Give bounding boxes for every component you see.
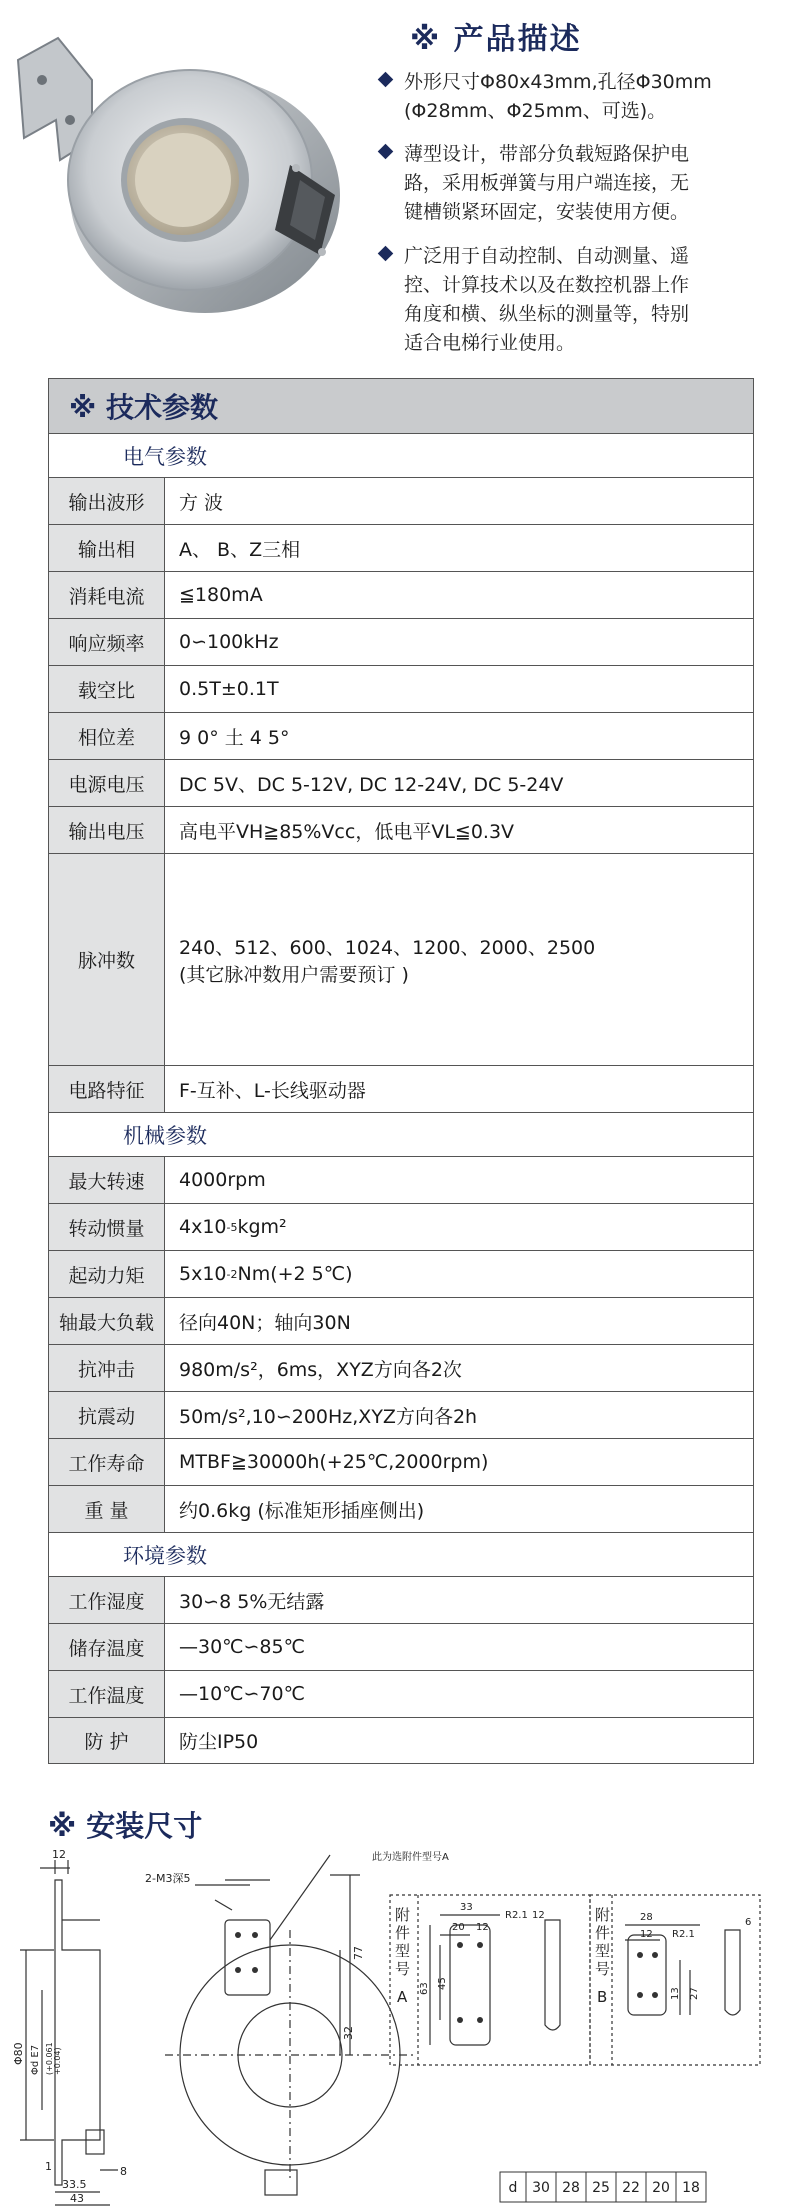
dim-label: Φd E7: [30, 2044, 41, 2075]
dim-label: +0.04): [53, 2047, 62, 2075]
description-bullet-3: 广泛用于自动控制、自动测量、遥 控、计算技术以及在数控机器上作 角度和横、纵坐标的测量等，特别 适合电梯行业使用。: [380, 242, 780, 362]
svg-text:28: 28: [640, 1912, 653, 1923]
d-table-cell: 28: [562, 2180, 580, 2196]
install-drawing: [0, 1840, 800, 2211]
accessory-a-label: 附: [395, 1906, 411, 1924]
svg-text:20: 20: [452, 1922, 465, 1933]
accessory-b-label: 附: [595, 1906, 611, 1924]
dim-label: (+0.061: [45, 2042, 54, 2075]
encoder-product-image: [0, 20, 370, 340]
spec-row: 输出波形 方 波: [49, 477, 753, 524]
svg-text:R2.1: R2.1: [672, 1929, 695, 1940]
svg-text:号: 号: [595, 1960, 611, 1978]
spec-row: 抗冲击 980m/s²，6ms，XYZ方向各2次: [49, 1344, 753, 1391]
d-table-cell: 20: [652, 2180, 670, 2196]
spec-row: 工作温度 —10℃∽70℃: [49, 1670, 753, 1717]
spec-row: 工作寿命 MTBF≧30000h(+25℃,2000rpm): [49, 1438, 753, 1485]
spec-table: [48, 378, 754, 1764]
description-bullet-1: 外形尺寸Φ80x43mm,孔径Φ30mm (Φ28mm、Φ25mm、可选)。: [380, 68, 780, 128]
svg-text:12: 12: [532, 1910, 545, 1921]
svg-text:型: 型: [395, 1942, 411, 1960]
spec-row: 最大转速 4000rpm: [49, 1156, 753, 1203]
d-table-cell: 25: [592, 2180, 610, 2196]
m3-label: 2-M3深5: [145, 1872, 191, 1885]
spec-row: 抗震动 50m/s²,10∽200Hz,XYZ方向各2h: [49, 1391, 753, 1438]
svg-text:型: 型: [595, 1942, 611, 1960]
dim-label: 1: [45, 2160, 52, 2173]
diamond-bullet-icon: [378, 72, 394, 88]
dim-label: 12: [52, 1848, 66, 1861]
spec-row: 电路特征 F-互补、L-长线驱动器: [49, 1065, 753, 1112]
diamond-bullet-icon: [378, 144, 394, 160]
section-electrical: 电气参数: [49, 433, 753, 477]
spec-title: ※ 技术参数: [69, 391, 218, 424]
d-table-cell: 30: [532, 2180, 550, 2196]
svg-text:12: 12: [640, 1929, 653, 1940]
section-mechanical: 机械参数: [49, 1112, 753, 1156]
svg-text:6: 6: [745, 1917, 752, 1928]
description-title: ※ 产品描述: [410, 22, 582, 57]
diamond-bullet-icon: [378, 246, 394, 262]
dim-label: 32: [342, 2026, 355, 2040]
spec-row: 消耗电流 ≦180mA: [49, 571, 753, 618]
svg-text:13: 13: [670, 1987, 681, 2000]
svg-text:R2.1: R2.1: [505, 1910, 528, 1921]
dim-label: 33.5: [62, 2178, 87, 2191]
spec-row: 防 护 防尘IP50: [49, 1717, 753, 1763]
spec-row: 储存温度 —30℃∽85℃: [49, 1623, 753, 1670]
svg-text:45: 45: [437, 1977, 448, 1990]
spec-row: 轴最大负载 径向40N；轴向30N: [49, 1297, 753, 1344]
dim-label: 8: [120, 2165, 127, 2178]
svg-text:件: 件: [595, 1924, 611, 1942]
d-table-cell: d: [508, 2180, 518, 2196]
spec-row: 重 量 约0.6kg (标准矩形插座侧出): [49, 1485, 753, 1532]
svg-text:A: A: [397, 1988, 408, 2006]
spec-row-pulse: 脉冲数 240、512、600、1024、1200、2000、2500 (其它脉冲数用户需要预订 ): [49, 853, 753, 1065]
dim-label: Φ80: [12, 2042, 25, 2065]
description-bullet-2: 薄型设计，带部分负载短路保护电 路，采用板弹簧与用户端连接，无 键槽锁紧环固定，安装使用方便。: [380, 140, 780, 230]
d-table-cell: 22: [622, 2180, 640, 2196]
svg-text:B: B: [597, 1988, 608, 2006]
spec-table-header: [49, 379, 753, 433]
section-environment: 环境参数: [49, 1532, 753, 1576]
svg-text:33: 33: [460, 1902, 473, 1913]
dim-label: 77: [352, 1946, 365, 1960]
spec-row: 相位差 9 0° 土 4 5°: [49, 712, 753, 759]
note-label: 此为选附件型号A: [372, 1852, 449, 1863]
d-table-cell: 18: [682, 2180, 700, 2196]
spec-row: 转动惯量 4x10 -5 kgm²: [49, 1203, 753, 1250]
svg-text:63: 63: [419, 1982, 430, 1995]
dim-label: 43: [70, 2192, 84, 2205]
spec-row: 起动力矩 5x10 -2 Nm(+2 5℃): [49, 1250, 753, 1297]
spec-row: 电源电压 DC 5V、DC 5-12V, DC 12-24V, DC 5-24V: [49, 759, 753, 806]
spec-row: 输出电压 高电平VH≧85%Vcc，低电平VL≦0.3V: [49, 806, 753, 853]
svg-text:号: 号: [395, 1960, 411, 1978]
install-title: ※ 安装尺寸: [48, 1809, 203, 1843]
svg-text:27: 27: [689, 1987, 700, 2000]
svg-text:12: 12: [476, 1922, 489, 1933]
spec-row: 载空比 0.5T±0.1T: [49, 665, 753, 712]
spec-row: 响应频率 0∽100kHz: [49, 618, 753, 665]
spec-row: 工作湿度 30∽8 5%无结露: [49, 1576, 753, 1623]
svg-text:件: 件: [395, 1924, 411, 1942]
spec-row: 输出相 A、 B、Z三相: [49, 524, 753, 571]
